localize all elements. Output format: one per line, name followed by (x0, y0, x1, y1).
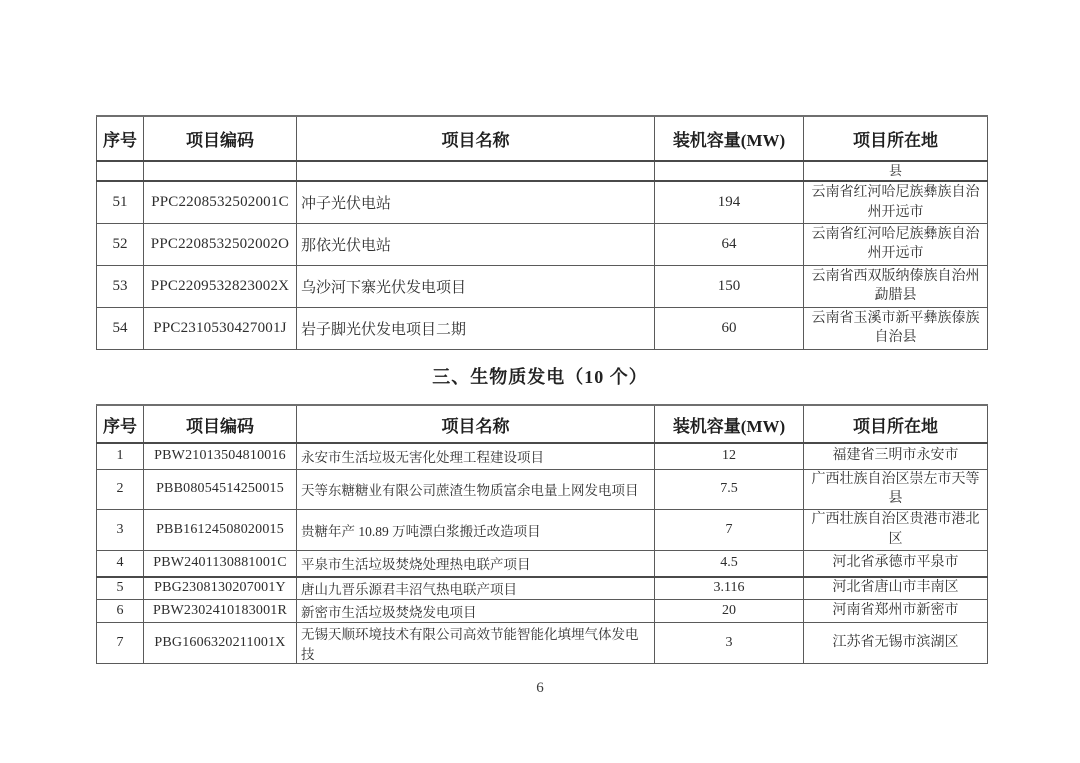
column-header-capacity: 装机容量(MW) (655, 405, 804, 443)
table1-carryover-row (97, 161, 988, 181)
cell-location: 河北省唐山市丰南区 (804, 577, 988, 600)
cell-empty (297, 161, 655, 181)
table-row (97, 181, 988, 223)
cell-name: 新密市生活垃圾焚烧发电项目 (297, 600, 655, 623)
column-header-location: 项目所在地 (804, 116, 988, 161)
table-row (97, 469, 988, 510)
cell-seq: 6 (97, 600, 144, 623)
cell-empty (655, 161, 804, 181)
cell-code: PBW2302410183001R (144, 600, 297, 623)
table-row (97, 223, 988, 265)
cell-seq: 4 (97, 551, 144, 577)
cell-capacity: 150 (655, 265, 804, 307)
cell-location: 云南省玉溪市新平彝族傣族自治县 (804, 307, 988, 349)
cell-capacity: 12 (655, 443, 804, 469)
cell-name: 平泉市生活垃圾焚烧处理热电联产项目 (297, 551, 655, 577)
cell-capacity: 60 (655, 307, 804, 349)
cell-seq: 1 (97, 443, 144, 469)
column-header-location: 项目所在地 (804, 405, 988, 443)
cell-location: 云南省红河哈尼族彝族自治州开远市 (804, 181, 988, 223)
cell-seq: 7 (97, 623, 144, 664)
section-heading: 三、生物质发电（10 个） (432, 367, 648, 387)
column-header-code: 项目编码 (144, 116, 297, 161)
cell-capacity: 3 (655, 623, 804, 664)
cell-code: PPC2208532502001C (144, 181, 297, 223)
table-row (97, 551, 988, 577)
solar-projects-table (96, 115, 988, 350)
cell-seq: 2 (97, 469, 144, 510)
table-row (97, 307, 988, 349)
cell-capacity: 7 (655, 510, 804, 551)
cell-empty (97, 161, 144, 181)
cell-seq: 3 (97, 510, 144, 551)
cell-location: 云南省西双版纳傣族自治州勐腊县 (804, 265, 988, 307)
table-row (97, 600, 988, 623)
cell-code: PBB08054514250015 (144, 469, 297, 510)
table-row (97, 577, 988, 600)
column-header-seq: 序号 (97, 116, 144, 161)
table-row (97, 623, 988, 664)
column-header-code: 项目编码 (144, 405, 297, 443)
cell-location: 云南省红河哈尼族彝族自治州开远市 (804, 223, 988, 265)
cell-empty (144, 161, 297, 181)
cell-capacity: 3.116 (655, 577, 804, 600)
cell-seq: 5 (97, 577, 144, 600)
cell-location: 广西壮族自治区贵港市港北区 (804, 510, 988, 551)
cell-code: PPC2209532823002X (144, 265, 297, 307)
cell-name: 永安市生活垃圾无害化处理工程建设项目 (297, 443, 655, 469)
cell-code: PBW21013504810016 (144, 443, 297, 469)
biomass-projects-table (96, 404, 988, 664)
cell-location: 河北省承德市平泉市 (804, 551, 988, 577)
column-header-name: 项目名称 (297, 116, 655, 161)
cell-seq: 54 (97, 307, 144, 349)
cell-location: 河南省郑州市新密市 (804, 600, 988, 623)
cell-location: 福建省三明市永安市 (804, 443, 988, 469)
table-row (97, 510, 988, 551)
cell-capacity: 64 (655, 223, 804, 265)
cell-code: PBW2401130881001C (144, 551, 297, 577)
column-header-capacity: 装机容量(MW) (655, 116, 804, 161)
cell-name: 岩子脚光伏发电项目二期 (297, 307, 655, 349)
cell-seq: 52 (97, 223, 144, 265)
cell-seq: 51 (97, 181, 144, 223)
cell-code: PPC2310530427001J (144, 307, 297, 349)
cell-name: 那依光伏电站 (297, 223, 655, 265)
table1-header-row (97, 116, 988, 161)
cell-capacity: 4.5 (655, 551, 804, 577)
cell-name: 贵糖年产 10.89 万吨漂白浆搬迁改造项目 (297, 510, 655, 551)
cell-name: 唐山九晋乐源君丰沼气热电联产项目 (297, 577, 655, 600)
cell-name: 无锡天顺环境技术有限公司高效节能智能化填埋气体发电技 (297, 623, 655, 664)
cell-code: PPC2208532502002O (144, 223, 297, 265)
cell-capacity: 194 (655, 181, 804, 223)
cell-name: 天等东糖糖业有限公司蔗渣生物质富余电量上网发电项目 (297, 469, 655, 510)
cell-name: 冲子光伏电站 (297, 181, 655, 223)
column-header-name: 项目名称 (297, 405, 655, 443)
cell-code: PBG2308130207001Y (144, 577, 297, 600)
cell-capacity: 20 (655, 600, 804, 623)
cell-name: 乌沙河下寨光伏发电项目 (297, 265, 655, 307)
cell-capacity: 7.5 (655, 469, 804, 510)
table2-header-row (97, 405, 988, 443)
page-number: 6 (536, 680, 544, 696)
cell-location: 县 (804, 161, 988, 181)
table-row (97, 265, 988, 307)
table-row (97, 443, 988, 469)
cell-code: PBG1606320211001X (144, 623, 297, 664)
cell-location: 江苏省无锡市滨湖区 (804, 623, 988, 664)
cell-seq: 53 (97, 265, 144, 307)
cell-location: 广西壮族自治区崇左市天等县 (804, 469, 988, 510)
column-header-seq: 序号 (97, 405, 144, 443)
cell-code: PBB16124508020015 (144, 510, 297, 551)
